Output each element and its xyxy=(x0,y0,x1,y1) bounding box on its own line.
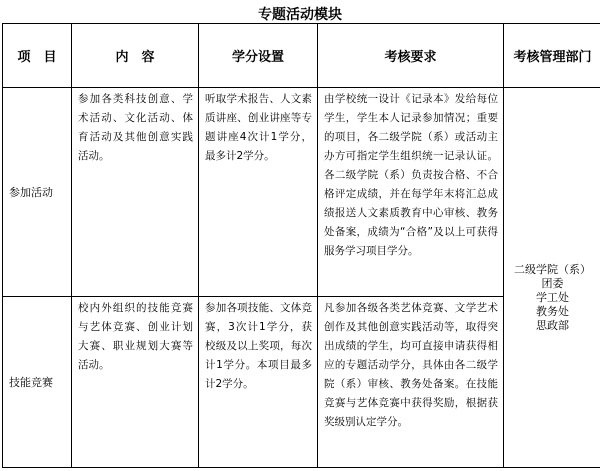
activity-table xyxy=(2,23,600,468)
management-dept: 学工处 xyxy=(536,290,569,304)
row-content: 校内外组织的技能竞赛与艺体竞赛、创业计划大赛、职业规划大赛等活动。 xyxy=(72,297,199,468)
management-dept: 团委 xyxy=(541,276,564,290)
header-management: 考核管理部门 xyxy=(504,24,600,88)
row-requirement: 凡参加各级各类艺体竞赛、文学艺术创作及其他创意实践活动等，取得突出成绩的学生，均可直接申请获得相应的专题活动学分，具体由各二级学院（系）审核、教务处备案。在技能竞赛与艺体竞赛中获得奖励，根据获奖级别认定学分。 xyxy=(318,297,504,468)
management-dept: 教务处 xyxy=(536,304,569,318)
row-credit: 听取学术报告、人文素质讲座、创业讲座等专题讲座4次计1学分，最多计2学分。 xyxy=(199,88,318,297)
header-content: 内 容 xyxy=(72,24,199,88)
header-row xyxy=(3,24,600,88)
management-cell xyxy=(504,88,600,468)
management-dept: 二级学院（系） xyxy=(514,262,591,276)
row-credit: 参加各项技能、文体竞赛，3次计1学分，获校级及以上奖项，每次计1学分。本项目最多计2学分。 xyxy=(199,297,318,468)
table-row xyxy=(3,88,600,297)
row-item: 参加活动 xyxy=(3,88,72,297)
header-credit: 学分设置 xyxy=(199,24,318,88)
header-item: 项 目 xyxy=(3,24,72,88)
page-title: 专题活动模块 xyxy=(258,7,342,23)
management-dept: 思政部 xyxy=(536,318,569,332)
row-item: 技能竞赛 xyxy=(3,297,72,468)
row-content: 参加各类科技创意、学术活动、文化活动、体育活动及其他创意实践活动。 xyxy=(72,88,199,297)
row-requirement: 由学校统一设计《记录本》发给每位学生，学生本人记录参加情况；重要的项目，各二级学院（系）或活动主办方可指定学生组织统一记录认证。各二级学院（系）负责按合格、不合格评定成绩，并在每学年末将汇总成绩报送人文素质教育中心审核、教务处备案，成绩为“合格”及以上可获得服务学习项目学分。 xyxy=(318,88,504,297)
header-requirement: 考核要求 xyxy=(318,24,504,88)
